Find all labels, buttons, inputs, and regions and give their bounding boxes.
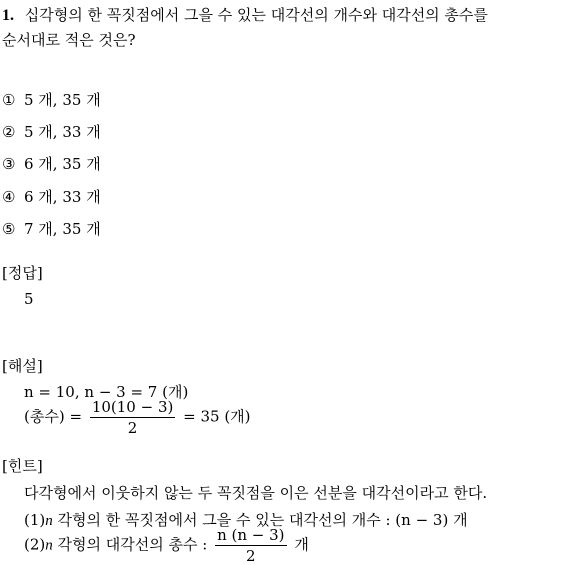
- choice-3[interactable]: [2, 153, 101, 174]
- hint-3-prefix: (2): [24, 535, 46, 554]
- fraction-numerator: 10(10 − 3): [91, 398, 174, 416]
- total-diagonals-fraction: [90, 398, 176, 437]
- choice-3-mark: ③: [2, 155, 16, 173]
- choice-1[interactable]: [2, 89, 101, 110]
- fraction-denominator: 2: [127, 419, 138, 437]
- choice-2[interactable]: [2, 121, 101, 142]
- hint-heading: [힌트]: [2, 457, 43, 475]
- hint-2-variable: n: [45, 513, 53, 529]
- question-number: 1.: [2, 7, 14, 24]
- hint-2-prefix: (1): [24, 511, 46, 529]
- explanation-heading: [해설]: [2, 357, 43, 375]
- hint-fraction-denominator: 2: [246, 547, 256, 565]
- choice-2-mark: ②: [2, 123, 16, 141]
- total-diagonals-label: (총수) =: [24, 407, 83, 426]
- question-text-line-1: 십각형의 한 꼭짓점에서 그을 수 있는 대각선의 개수와 대각선의 총수를: [24, 6, 488, 24]
- hint-3-suffix: 개: [294, 535, 309, 554]
- choice-1-mark: ①: [2, 91, 16, 109]
- hint-3-variable: n: [45, 537, 53, 554]
- hint-3-text: 각형의 대각선의 총수 :: [52, 535, 208, 554]
- hint-fraction-numerator: n (n − 3): [217, 526, 285, 544]
- choice-2-text: 5 개, 33 개: [24, 123, 101, 141]
- explanation-line-2: [24, 398, 251, 437]
- choice-4-mark: ④: [2, 188, 16, 206]
- hint-line-3: [24, 526, 309, 565]
- choice-3-text: 6 개, 35 개: [24, 155, 101, 173]
- answer-value: 5: [24, 290, 34, 308]
- hint-line-1: 다각형에서 이웃하지 않는 두 꼭짓점을 이은 선분을 대각선이라고 한다.: [24, 484, 488, 502]
- hint-2-text: 각형의 한 꼭짓점에서 그을 수 있는 대각선의 개수 : (n − 3) 개: [52, 511, 468, 529]
- question-text-line-2: 순서대로 적은 것은?: [2, 31, 136, 49]
- choice-4-text: 6 개, 33 개: [24, 188, 101, 206]
- explanation-line-1: n = 10, n − 3 = 7 (개): [24, 383, 189, 401]
- answer-heading: [정답]: [2, 264, 43, 282]
- choice-1-text: 5 개, 35 개: [24, 91, 101, 109]
- question-line-2: [2, 29, 136, 50]
- choice-5-text: 7 개, 35 개: [24, 220, 101, 238]
- question-line-1: [2, 4, 488, 25]
- hint-3-fraction: [215, 526, 286, 565]
- choice-4[interactable]: [2, 186, 101, 207]
- total-diagonals-result: = 35 (개): [183, 407, 251, 426]
- choice-5-mark: ⑤: [2, 220, 16, 238]
- choice-5[interactable]: [2, 218, 101, 239]
